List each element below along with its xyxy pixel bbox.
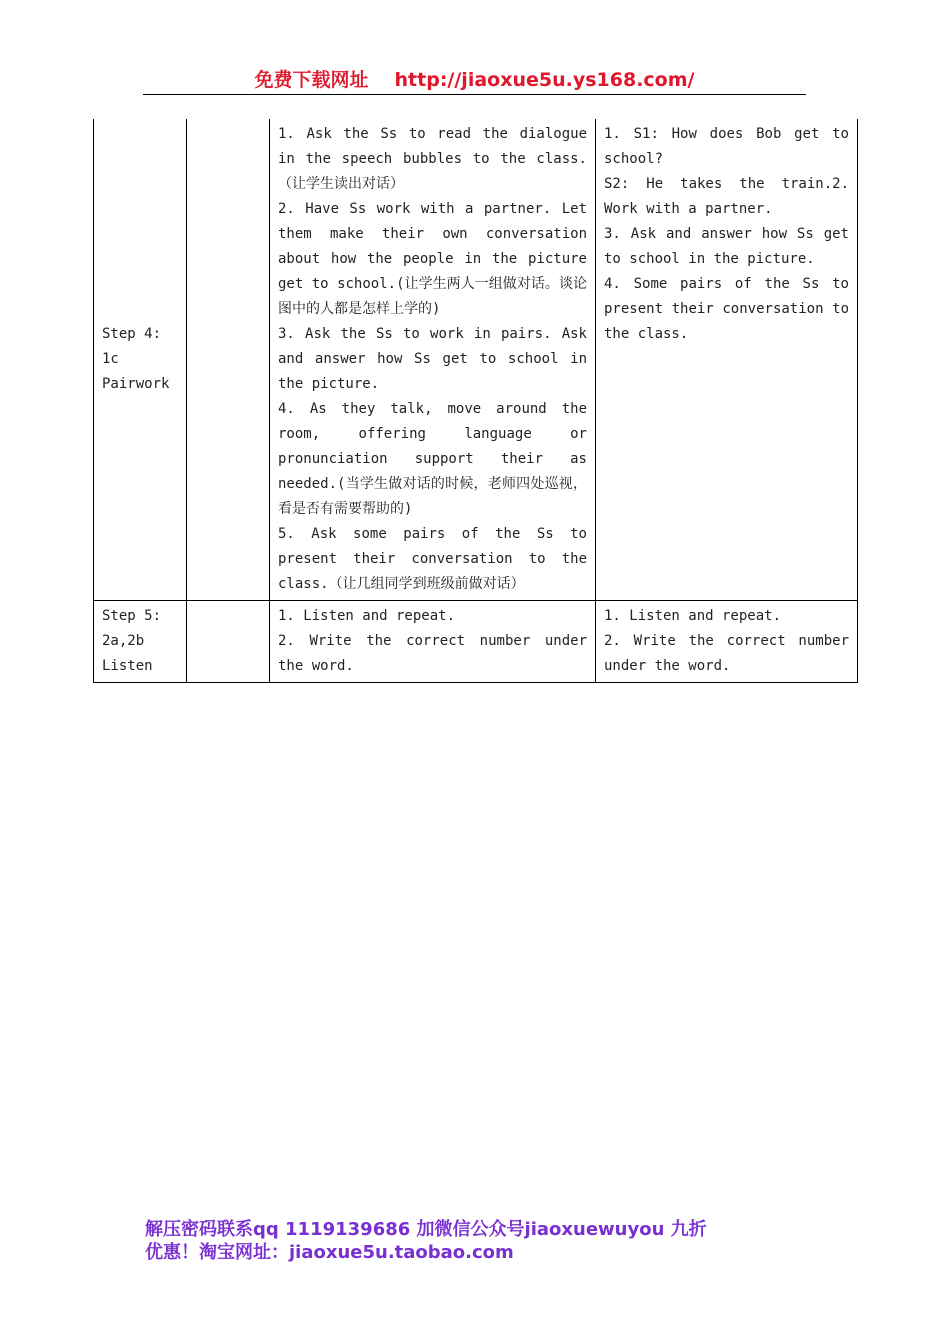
step-activity: Listen [102, 658, 153, 674]
teacher-item: 3. Ask the Ss to work in pairs. Ask and answer how Ss get to school in the picture. [278, 326, 587, 392]
teacher-item: 2. Have Ss work with a partner. Let them make their own conversation about how the people in the picture get to school.(让学生两人一组做对话。谈论图中的人都是怎样上学的) [278, 201, 587, 317]
step-activity: Pairwork [102, 376, 170, 392]
step-code: 2a,2b [102, 633, 145, 649]
empty-cell [187, 119, 270, 601]
step-code: 1c [102, 351, 119, 367]
footer-contact: 解压密码联系qq 1119139686 加微信公众号jiaoxuewuyou 九折 [145, 1219, 707, 1240]
teacher-activity-cell [270, 601, 596, 683]
table-row [94, 119, 858, 601]
step-cell [94, 119, 187, 601]
student-item: 2. Write the correct number under the word. [604, 633, 849, 674]
page-header [143, 66, 806, 95]
student-item: 1. Listen and repeat. [604, 608, 782, 624]
footer-shop-link[interactable]: 优惠！淘宝网址：jiaoxue5u.taobao.com [145, 1242, 514, 1263]
teacher-item: 1. Ask the Ss to read the dialogue in the speech bubbles to the class.（让学生读出对话） [278, 126, 587, 192]
step-label: Step 4: [102, 326, 162, 342]
student-item: S2: He takes the train.2. Work with a partner. [604, 176, 849, 217]
step-cell [94, 601, 187, 683]
student-item: 3. Ask and answer how Ss get to school in the picture. [604, 226, 849, 267]
page-footer [145, 1218, 785, 1264]
step-label: Step 5: [102, 608, 162, 624]
student-activity-cell [596, 601, 858, 683]
student-item: 4. Some pairs of the Ss to present their conversation to the class. [604, 276, 849, 342]
lesson-plan-table [93, 119, 858, 683]
student-activity-cell [596, 119, 858, 601]
table-row [94, 601, 858, 683]
teacher-item: 5. Ask some pairs of the Ss to present their conversation to the class.（让几组同学到班级前做对话） [278, 526, 587, 592]
header-label: 免费下载网址 [254, 69, 369, 91]
teacher-item: 4. As they talk, move around the room, offering language or pronunciation support their as needed.(当学生做对话的时候，老师四处巡视，看是否有需要帮助的) [278, 401, 587, 517]
student-item: 1. S1: How does Bob get to school? [604, 126, 849, 167]
empty-cell [187, 601, 270, 683]
teacher-activity-cell [270, 119, 596, 601]
header-url[interactable]: http://jiaoxue5u.ys168.com/ [394, 69, 695, 91]
teacher-item: 1. Listen and repeat. [278, 608, 456, 624]
teacher-item: 2. Write the correct number under the word. [278, 633, 587, 674]
